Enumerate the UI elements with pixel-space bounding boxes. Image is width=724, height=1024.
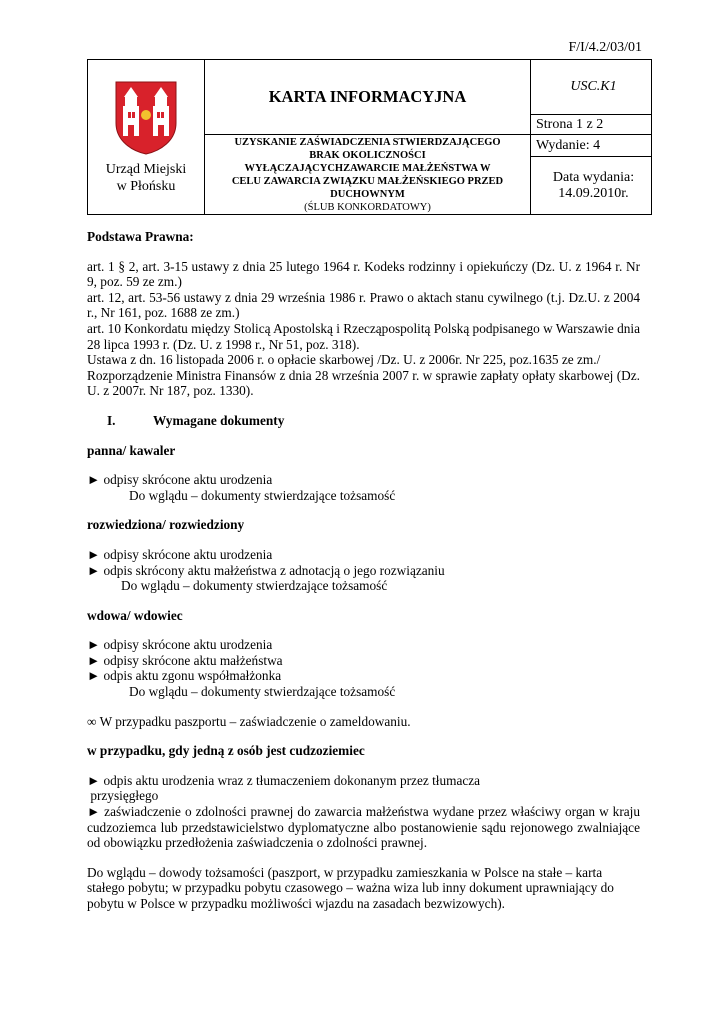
legal-line: art. 10 Konkordatu między Stolicą Apostolską i Rzecząpospolitą Polską podpisanego w Warszawie dnia 28 lipca 1993 r. (Dz. U. z 1998 r., Nr 51, poz. 318). <box>87 320 640 352</box>
legal-line: Rozporządzenie Ministra Finansów z dnia 28 września 2007 r. w sprawie zapłaty opłaty skarbowej (Dz. U. z 2007r. Nr 187, poz. 1330). <box>87 367 640 399</box>
list-item: ► odpisy skrócone aktu małżeństwa <box>87 652 283 668</box>
edition: Wydanie: 4 <box>531 135 652 157</box>
section-number: I. <box>107 412 116 428</box>
issue-date-label: Data wydania: <box>552 169 635 185</box>
card-code: USC.K1 <box>531 60 652 115</box>
group-heading-wdowa: wdowa/ wdowiec <box>87 607 183 623</box>
id-note: Do wglądu – dokumenty stwierdzające tożsamość <box>121 578 388 594</box>
page-number: Strona 1 z 2 <box>531 115 652 135</box>
header-table <box>87 59 652 215</box>
section-title: Wymagane dokumenty <box>153 412 285 428</box>
list-item: ► odpis aktu urodzenia wraz z tłumaczeniem dokonanym przez tłumacza <box>87 772 481 788</box>
legal-line: art. 12, art. 53-56 ustawy z dnia 29 września 1986 r. Prawo o aktach stanu cywilnego (t.j. Dz.U. z 2004 r., Nr 161, poz. 1688 ze zm.) <box>87 289 640 321</box>
group-heading-foreigner: w przypadku, gdy jedną z osób jest cudzoziemiec <box>87 743 365 759</box>
card-title: KARTA INFORMACYJNA <box>268 87 467 106</box>
document-reference: F/I/4.2/03/01 <box>568 40 642 55</box>
list-item-continuation: przysięgłego <box>87 788 159 804</box>
issue-date-cell <box>531 157 652 215</box>
subject-note: (ŚLUB KONKORDATOWY) <box>304 201 431 213</box>
subject-cell <box>205 135 531 215</box>
office-cell <box>88 60 205 215</box>
legal-heading: Podstawa Prawna: <box>87 229 194 244</box>
list-item: ► odpisy skrócone aktu urodzenia <box>87 546 273 562</box>
office-name-line1: Urząd Miejski <box>105 162 187 177</box>
list-item: ► odpis skrócony aktu małżeństwa z adnotacją o jego rozwiązaniu <box>87 562 445 578</box>
group-heading-rozwiedziona: rozwiedziona/ rozwiedziony <box>87 517 245 533</box>
coat-of-arms-icon <box>113 79 179 155</box>
subject-line: DUCHOWNYM <box>330 188 405 200</box>
subject-line: WYŁĄCZAJĄCYCHZAWARCIE MAŁŻEŃSTWA W <box>244 162 491 174</box>
document-body <box>87 229 640 912</box>
subject-line: CELU ZAWARCIA ZWIĄZKU MAŁŻEŃSKIEGO PRZED <box>231 175 504 187</box>
id-note: Do wglądu – dokumenty stwierdzające tożsamość <box>129 684 396 700</box>
group-heading-panna: panna/ kawaler <box>87 442 176 458</box>
id-note: Do wglądu – dokumenty stwierdzające tożsamość <box>129 487 396 503</box>
id-note: Do wglądu – dowody tożsamości (paszport, w przypadku zamieszkania w Polsce na stałe – karta stałego pobytu; w przypadku pobytu czasowego – ważna wiza lub inny dokument uprawniający do pobytu w Polsce w przypadku możliwości wjazdu na zasadach bezwizowych). <box>87 864 614 911</box>
title-cell <box>205 60 531 135</box>
office-name-line2: w Płońsku <box>116 179 176 194</box>
legal-line: Ustawa z dn. 16 listopada 2006 r. o opłacie skarbowej /Dz. U. z 2006r. Nr 225, poz.1635 ze zm./ <box>87 352 601 368</box>
subject-line: UZYSKANIE ZAŚWIADCZENIA STWIERDZAJĄCEGO <box>234 136 501 148</box>
subject-line: BRAK OKOLICZNOŚCI <box>309 149 426 161</box>
section-heading <box>87 413 640 429</box>
legal-line: art. 1 § 2, art. 3-15 ustawy z dnia 25 lutego 1964 r. Kodeks rodzinny i opiekuńczy (Dz. U. z 1964 r. Nr 9, poz. 59 ze zm.) <box>87 258 640 290</box>
list-item: ► odpisy skrócone aktu urodzenia <box>87 472 273 488</box>
list-item: ► zaświadczenie o zdolności prawnej do zawarcia małżeństwa wydane przez właściwy organ w kraju cudzoziemca lub przedstawicielstwo dyplomatyczne albo postanowienie sądu rejonowego zwalniające od obowiązku przedłożenia zaświadczenia o zdolności prawnej. <box>87 804 640 851</box>
passport-note: ∞ W przypadku paszportu – zaświadczenie o zameldowaniu. <box>87 713 411 729</box>
issue-date: 14.09.2010r. <box>558 185 629 201</box>
list-item: ► odpis aktu zgonu współmałżonka <box>87 668 282 684</box>
list-item: ► odpisy skrócone aktu urodzenia <box>87 637 273 653</box>
